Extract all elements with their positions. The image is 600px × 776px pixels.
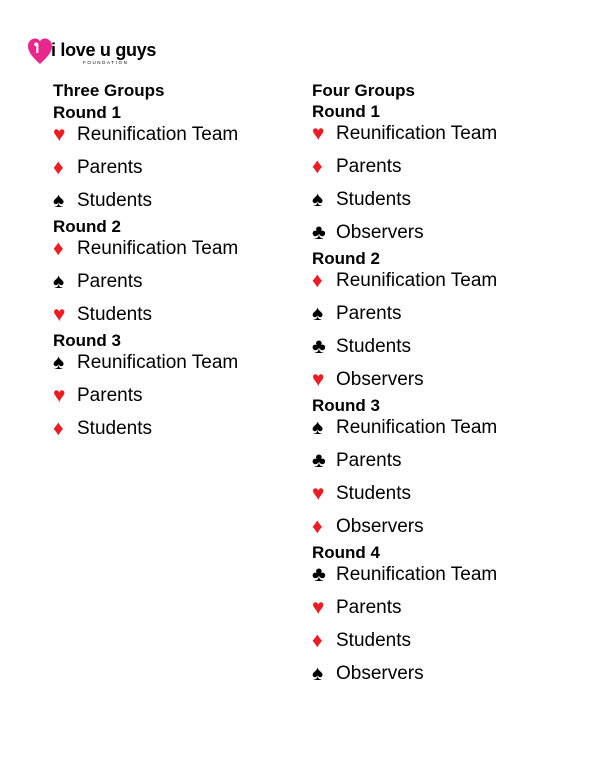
spade-suit-icon: ♠ [312, 302, 324, 325]
club-suit-icon: ♣ [312, 221, 326, 244]
spade-suit-icon: ♠ [53, 189, 65, 212]
diamond-suit-icon: ♦ [312, 515, 323, 538]
assignment-row [312, 156, 497, 189]
diamond-suit-icon: ♦ [53, 417, 64, 440]
round-title: Round 2 [312, 249, 380, 268]
assignment-label: Reunification Team [336, 417, 498, 438]
spade-suit-icon: ♠ [312, 188, 324, 211]
round-block [312, 395, 497, 549]
assignment-label: Parents [336, 156, 402, 177]
heart-suit-icon: ♥ [53, 123, 66, 146]
assignment-label: Students [336, 336, 411, 357]
assignment-label: Observers [336, 516, 424, 537]
round-title: Round 1 [312, 102, 380, 121]
assignment-row [312, 630, 497, 663]
assignment-row [312, 450, 497, 483]
heart-suit-icon: ♥ [312, 122, 325, 145]
assignment-label: Reunification Team [336, 564, 498, 585]
three-groups-title: Three Groups [53, 81, 165, 100]
three-groups-rounds [53, 102, 238, 451]
heart-logo-icon [27, 37, 53, 67]
round-block [53, 216, 238, 337]
assignment-label: Reunification Team [77, 238, 239, 259]
foundation-logo [27, 37, 157, 69]
assignment-row [312, 483, 497, 516]
assignment-row [312, 663, 497, 696]
round-block [53, 330, 238, 451]
heart-suit-icon: ♥ [312, 596, 325, 619]
assignment-row [53, 385, 238, 418]
assignment-row [312, 123, 497, 156]
assignment-label: Students [336, 630, 411, 651]
assignment-label: Reunification Team [336, 270, 498, 291]
assignment-row [53, 271, 238, 304]
assignment-row [312, 417, 497, 450]
assignment-label: Students [77, 190, 152, 211]
assignment-row [53, 124, 238, 157]
assignment-row [312, 189, 497, 222]
assignment-row [312, 270, 497, 303]
heart-suit-icon: ♥ [312, 482, 325, 505]
assignment-row [312, 564, 497, 597]
assignment-label: Reunification Team [77, 352, 239, 373]
assignment-row [53, 418, 238, 451]
round-block [53, 102, 238, 223]
diamond-suit-icon: ♦ [53, 237, 64, 260]
logo-subtext: FOUNDATION [83, 60, 129, 65]
assignment-label: Parents [77, 385, 143, 406]
assignment-row [312, 336, 497, 369]
diamond-suit-icon: ♦ [53, 156, 64, 179]
spade-suit-icon: ♠ [53, 351, 65, 374]
assignment-label: Students [336, 189, 411, 210]
assignment-label: Observers [336, 663, 424, 684]
four-groups-section [312, 80, 497, 696]
assignment-label: Students [77, 418, 152, 439]
diamond-suit-icon: ♦ [312, 269, 323, 292]
four-groups-title: Four Groups [312, 81, 415, 100]
round-title: Round 4 [312, 543, 380, 562]
spade-suit-icon: ♠ [312, 416, 324, 439]
round-title: Round 1 [53, 103, 121, 122]
round-block [312, 542, 497, 696]
club-suit-icon: ♣ [312, 449, 326, 472]
logo-wordmark: i love u guys [51, 40, 157, 60]
four-groups-rounds [312, 101, 497, 696]
assignment-label: Reunification Team [77, 124, 239, 145]
heart-suit-icon: ♥ [53, 384, 66, 407]
assignment-label: Students [336, 483, 411, 504]
club-suit-icon: ♣ [312, 335, 326, 358]
assignment-label: Parents [77, 271, 143, 292]
club-suit-icon: ♣ [312, 563, 326, 586]
assignment-row [53, 157, 238, 190]
diamond-suit-icon: ♦ [312, 155, 323, 178]
spade-suit-icon: ♠ [312, 662, 324, 685]
round-block [312, 248, 497, 402]
assignment-label: Parents [77, 157, 143, 178]
assignment-row [53, 238, 238, 271]
assignment-label: Reunification Team [336, 123, 498, 144]
round-block [312, 101, 497, 255]
assignment-label: Observers [336, 369, 424, 390]
round-title: Round 3 [312, 396, 380, 415]
assignment-label: Students [77, 304, 152, 325]
assignment-label: Parents [336, 303, 402, 324]
round-title: Round 3 [53, 331, 121, 350]
assignment-row [312, 597, 497, 630]
diamond-suit-icon: ♦ [312, 629, 323, 652]
round-title: Round 2 [53, 217, 121, 236]
spade-suit-icon: ♠ [53, 270, 65, 293]
assignment-row [53, 352, 238, 385]
assignment-label: Parents [336, 450, 402, 471]
assignment-label: Observers [336, 222, 424, 243]
three-groups-section [53, 80, 238, 451]
heart-suit-icon: ♥ [53, 303, 66, 326]
heart-suit-icon: ♥ [312, 368, 325, 391]
assignment-row [312, 303, 497, 336]
assignment-label: Parents [336, 597, 402, 618]
